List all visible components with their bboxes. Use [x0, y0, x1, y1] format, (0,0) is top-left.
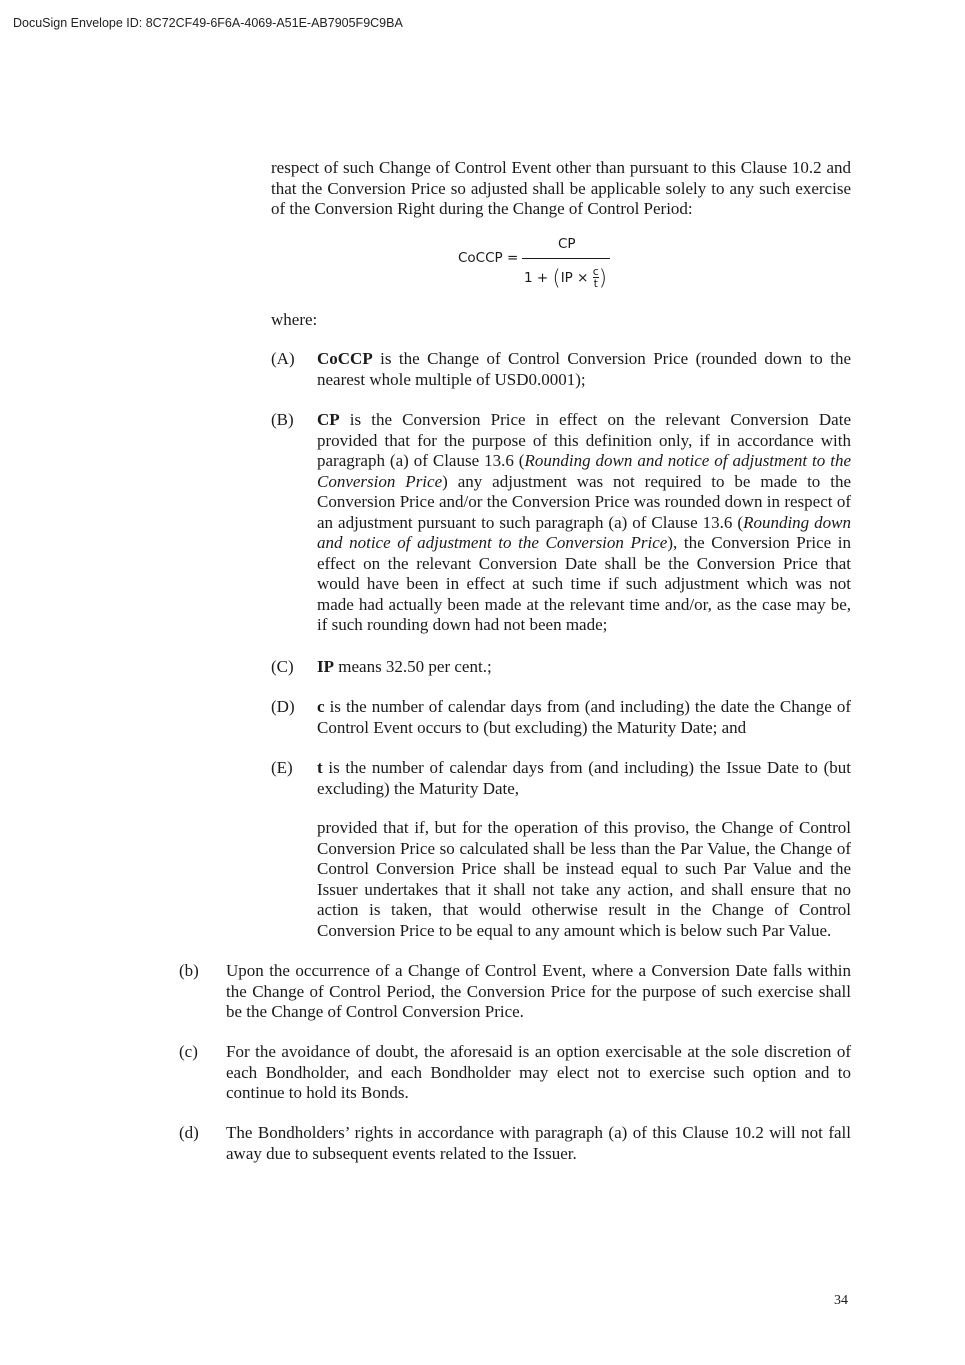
formula-lhs: CoCCP = — [458, 250, 519, 266]
definition-b-text-1: is the Conversion Price in effect on the relevant Conversion Date provided that for the purpose of this definition only, if in accordance with paragraph (a) of Clause 13.6 ( — [317, 410, 851, 470]
formula-denominator — [524, 263, 607, 290]
item-label-c: (C) — [271, 657, 294, 676]
item-label-e: (E) — [271, 758, 293, 777]
formula-frac-num: c — [592, 264, 599, 278]
intro-paragraph: respect of such Change of Control Event other than pursuant to this Clause 10.2 and that the Conversion Price so adjusted shall be applicable solely to any such exercise of the Conversion Right during the Change of Control Period: — [271, 158, 851, 218]
proviso-paragraph: provided that if, but for the operation of this proviso, the Change of Control Conversion Price so calculated shall be less than the Par Value, the Change of Control Conversion Price shall be instead equal to such Par Value and the Issuer undertakes that it shall not take any action, and shall ensure that no action is taken, that would otherwise result in the Change of Control Conversion Price to be equal to any amount which is below such Par Value. — [317, 818, 851, 940]
item-label-a: (A) — [271, 349, 295, 368]
clause-label-d: (d) — [179, 1123, 199, 1142]
clause-d: The Bondholders’ rights in accordance with paragraph (a) of this Clause 10.2 will not fall away due to subsequent events related to the Issuer. — [226, 1123, 851, 1163]
page-number: 34 — [834, 1293, 848, 1308]
clause-label-b: (b) — [179, 961, 199, 980]
formula-den-ip: IP × — [560, 270, 589, 286]
formula-close-paren: ) — [598, 266, 607, 290]
term-coccp: CoCCP — [317, 349, 373, 368]
definition-d-text: is the number of calendar days from (and including) the date the Change of Control Event occurs to (but excluding) the Maturity Date; and — [317, 697, 851, 737]
definition-b — [317, 410, 851, 636]
formula-inner-fraction — [593, 266, 599, 289]
item-label-d: (D) — [271, 697, 295, 716]
term-ip: IP — [317, 657, 334, 676]
definition-e-text: is the number of calendar days from (and including) the Issue Date to (but excluding) the Maturity Date, — [317, 758, 851, 798]
item-label-b: (B) — [271, 410, 294, 429]
formula-den-prefix: 1 + — [524, 270, 549, 286]
term-c: c — [317, 697, 325, 716]
clause-c: For the avoidance of doubt, the aforesaid is an option exercisable at the sole discretion of each Bondholder, and each Bondholder may elect not to exercise such option and to continue to hold its Bonds. — [226, 1042, 851, 1102]
formula-fraction-bar — [522, 258, 610, 259]
term-cp: CP — [317, 410, 340, 429]
definition-b-text-2: ) any adjustment was not required to be made to the Conversion Price and/or the Conversion Price was rounded down in respect of an adjustment pursuant to such paragraph (a) of Clause 13.6 ( — [317, 471, 851, 532]
formula-frac-den: t — [593, 276, 598, 290]
docusign-envelope-id: DocuSign Envelope ID: 8C72CF49-6F6A-4069-A51E-AB7905F9C9BA — [13, 16, 403, 30]
formula-numerator: CP — [558, 236, 576, 252]
formula-open-paren: ( — [552, 266, 561, 290]
definition-a — [317, 349, 851, 390]
definition-c — [317, 657, 851, 678]
definition-d — [317, 697, 851, 738]
where-label: where: — [271, 310, 318, 329]
definition-a-text: is the Change of Control Conversion Price (rounded down to the nearest whole multiple of USD0.0001); — [317, 349, 851, 389]
term-t: t — [317, 758, 323, 777]
formula — [458, 235, 618, 291]
clause-b: Upon the occurrence of a Change of Control Event, where a Conversion Date falls within the Change of Control Period, the Conversion Price for the purpose of such exercise shall be the Change of Control Conversion Price. — [226, 961, 851, 1021]
definition-c-text: means 32.50 per cent.; — [334, 657, 492, 676]
clause-label-c: (c) — [179, 1042, 198, 1061]
definition-b-italic-1: Rounding down and notice of adjustment to the Conversion Price — [317, 451, 851, 491]
definition-e — [317, 758, 851, 799]
definition-b-italic-2: Rounding down and notice of adjustment to the Conversion Price — [317, 512, 851, 552]
definition-b-text-3: ), the Conversion Price in effect on the relevant Conversion Date shall be the Conversion Price that would have been in effect at such time if such adjustment which was not made had actually been made at the relevant time and/or, as the case may be, if such rounding down had not been made; — [317, 533, 852, 634]
